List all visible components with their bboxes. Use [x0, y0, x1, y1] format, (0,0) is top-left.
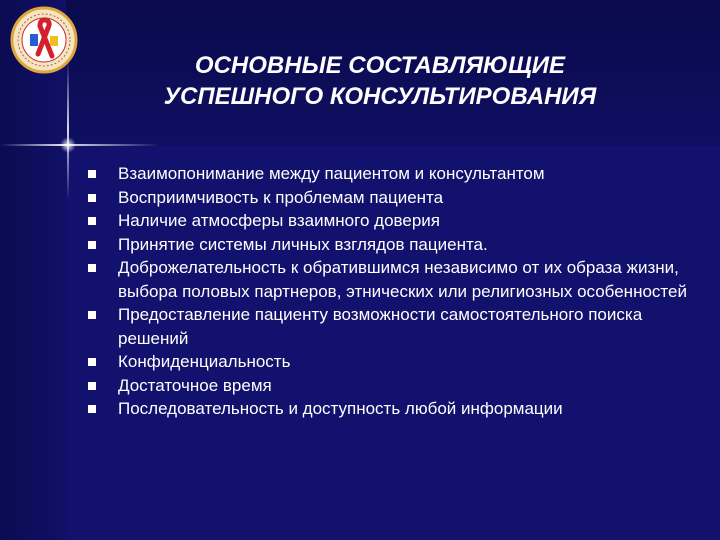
- list-item-text: Достаточное время: [118, 375, 272, 395]
- list-item: [88, 374, 688, 398]
- bullet-square-icon: [88, 194, 96, 202]
- left-band: [0, 0, 66, 540]
- bullet-square-icon: [88, 217, 96, 225]
- sparkle-glow: [60, 137, 76, 153]
- sparkle-horizontal: [0, 144, 160, 146]
- title-line-2: УСПЕШНОГО КОНСУЛЬТИРОВАНИЯ: [163, 83, 597, 110]
- bullet-list: [88, 162, 688, 421]
- bullet-square-icon: [88, 405, 96, 413]
- list-item: [88, 303, 688, 350]
- bullet-square-icon: [88, 264, 96, 272]
- list-item-text: Восприимчивость к проблемам пациента: [118, 187, 444, 207]
- bullet-square-icon: [88, 170, 96, 178]
- list-item: [88, 209, 688, 233]
- slide-title: [90, 50, 670, 112]
- list-item: [88, 350, 688, 374]
- bullet-square-icon: [88, 382, 96, 390]
- aids-ribbon-logo-icon: [10, 6, 78, 74]
- list-item-text: Наличие атмосферы взаимного доверия: [118, 211, 440, 230]
- bullet-square-icon: [88, 358, 96, 366]
- list-item: [88, 162, 688, 186]
- list-item: [88, 397, 688, 421]
- list-item: [88, 256, 688, 303]
- list-item-text: Предоставление пациенту возможности самостоятельного поиска решений: [118, 305, 643, 348]
- bullet-square-icon: [88, 241, 96, 249]
- title-line-1: ОСНОВНЫЕ СОСТАВЛЯЮЩИЕ: [194, 52, 566, 79]
- list-item-text: Принятие системы личных взглядов пациента.: [118, 234, 488, 254]
- list-item-text: Последовательность и доступность любой информации: [118, 399, 563, 418]
- bullet-square-icon: [88, 311, 96, 319]
- sparkle-vertical: [67, 60, 69, 200]
- list-item-text: Конфиденциальность: [118, 352, 291, 371]
- list-item: [88, 233, 688, 257]
- list-item: [88, 186, 688, 210]
- list-item-text: Доброжелательность к обратившимся независимо от их образа жизни, выбора половых партнеров, этнических или религиозных особенностей: [118, 258, 687, 301]
- list-item-text: Взаимопонимание между пациентом и консультантом: [118, 164, 545, 183]
